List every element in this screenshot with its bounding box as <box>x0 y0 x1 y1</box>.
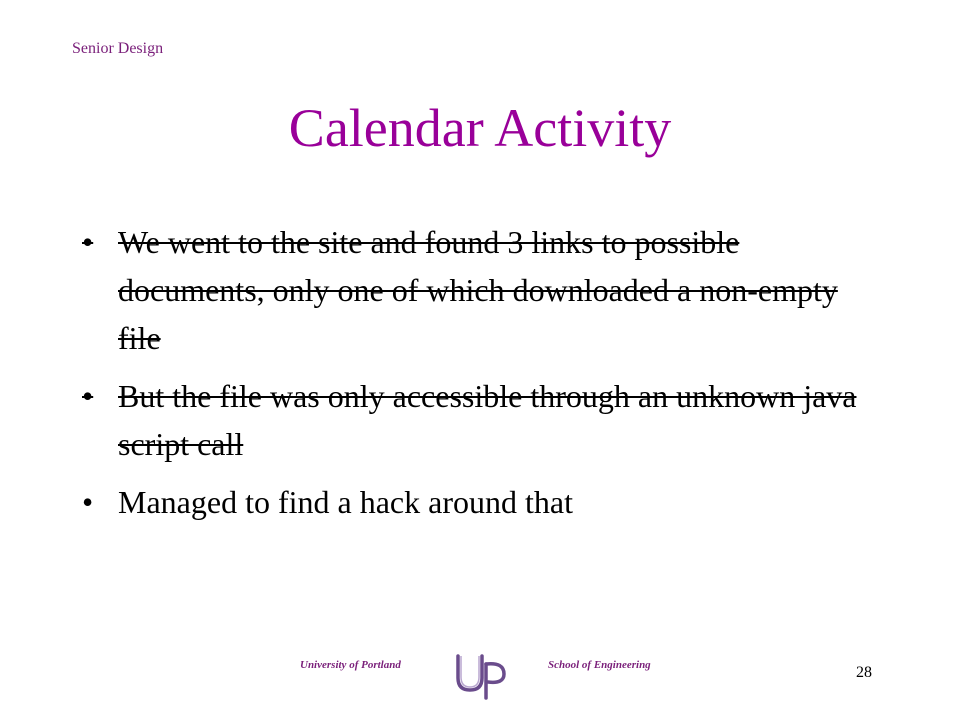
footer-school: School of Engineering <box>548 659 651 671</box>
slide-title: Calendar Activity <box>288 98 672 158</box>
footer-university: University of Portland <box>300 659 401 671</box>
bullet-item <box>82 478 882 526</box>
header-course-label: Senior Design <box>72 40 164 57</box>
bullet-item <box>82 218 882 362</box>
bullet-marker: • <box>82 224 94 260</box>
bullet-item <box>82 372 882 468</box>
page-number: 28 <box>856 664 872 681</box>
bullet-marker: • <box>82 378 94 414</box>
bullet-marker: • <box>82 484 94 520</box>
bullet-text: Managed to find a hack around that <box>118 484 573 520</box>
bullet-list <box>82 218 882 536</box>
up-logo-icon <box>452 650 510 700</box>
bullet-text: But the file was only accessible through an unknown java script call <box>118 378 857 462</box>
bullet-text: We went to the site and found 3 links to possible documents, only one of which downloaded a non-empty file <box>118 224 838 356</box>
